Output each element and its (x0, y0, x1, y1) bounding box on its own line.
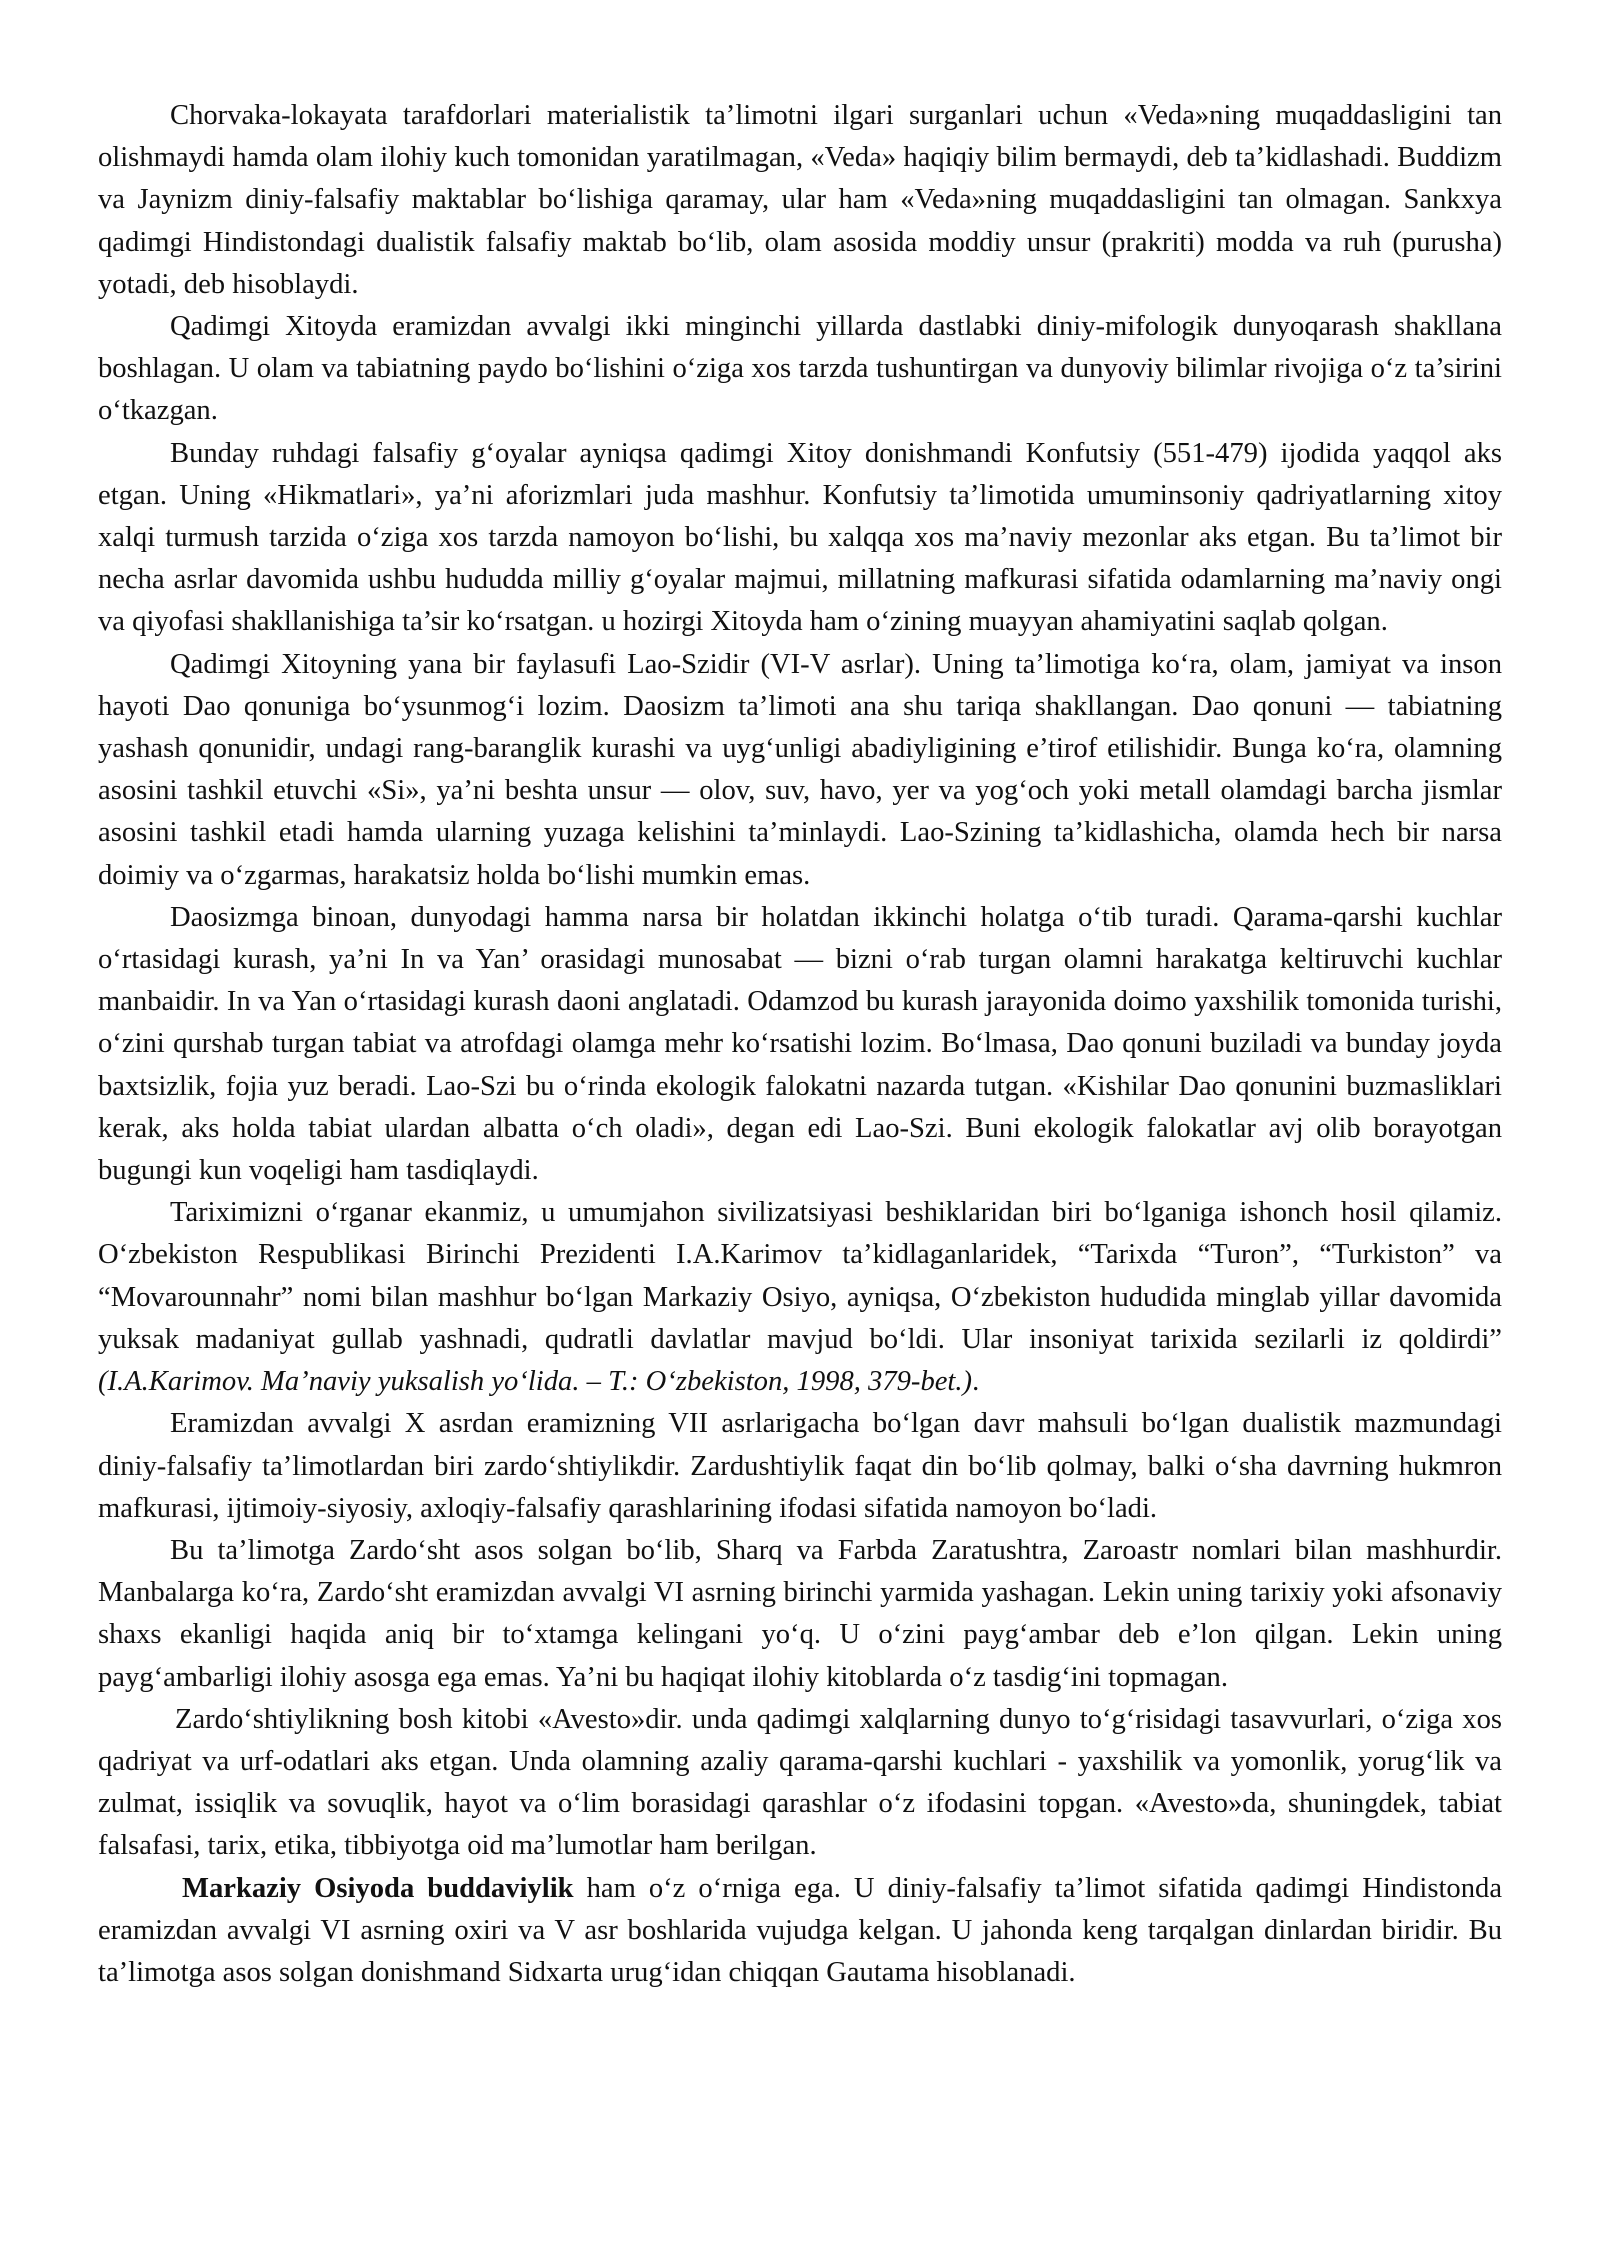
paragraph-zardosht: Bu ta’limotga Zardo‘sht asos solgan bo‘lib, Sharq va Farbda Zaratushtra, Zaroastr nomlari bilan mashhurdir. Manbalarga ko‘ra, Zardo‘sht eramizdan avvalgi VI asrning birinchi yarmida yashagan. Lekin uning tarixiy yoki afsonaviy shaxs ekanligi haqida aniq bir to‘xtamga kelingani yo‘q. U o‘zini payg‘ambar deb e’lon qilgan. Lekin uning payg‘ambarligi ilohiy asosga ega emas. Ya’ni bu haqiqat ilohiy kitoblarda o‘z tasdig‘ini topmagan. (98, 1534, 1502, 1693)
citation: (I.A.Karimov. Ma’naviy yuksalish yo‘lida. – T.: O‘zbekiston, 1998, 379-bet.) (98, 1366, 973, 1398)
paragraph-tariximiz (98, 1192, 1502, 1403)
paragraph-avesto: Zardo‘shtiylikning bosh kitobi «Avesto»dir. unda qadimgi xalqlarning dunyo to‘g‘risidagi tasavvurlari, o‘ziga xos qadriyat va urf-odatlari aks etgan. Unda olamning azaliy qarama-qarshi kuchlari - yaxshilik va yomonlik, yorug‘lik va zulmat, issiqlik va sovuqlik, hayot va o‘lim borasidagi qarashlar o‘z ifodasini topgan. «Avesto»da, shuningdek, tabiat falsafasi, tarix, etika, tibbiyotga oid ma’lumotlar ham berilgan. (98, 1703, 1502, 1862)
paragraph-konfutsiy: Bunday ruhdagi falsafiy g‘oyalar ayniqsa qadimgi Xitoy donishmandi Konfutsiy (551-479) ijodida yaqqol aks etgan. Uning «Hikmatlari», ya’ni aforizmlari juda mashhur. Konfutsiy ta’limotida umuminsoniy qadriyatlarning xitoy xalqi turmush tarzida o‘ziga xos tarzda namoyon bo‘lishi, bu xalqqa xos ma’naviy mezonlar aks etgan. Bu ta’limot bir necha asrlar davomida ushbu hududda milliy g‘oyalar majmui, millatning mafkurasi sifatida odamlarning ma’naviy ongi va qiyofasi shakllanishiga ta’sir ko‘rsatgan. u hozirgi Xitoyda ham o‘zining muayyan ahamiyatini saqlab qolgan. (98, 437, 1502, 638)
heading-buddaviylik: Markaziy Osiyoda buddaviylik (182, 1872, 574, 1904)
paragraph-daosizm: Daosizmga binoan, dunyodagi hamma narsa bir holatdan ikkinchi holatga o‘tib turadi. Qarama-qarshi kuchlar o‘rtasidagi kurash, ya’ni In va Yan’ orasidagi munosabat — bizni o‘rab turgan olamni harakatga keltiruvchi kuchlar manbaidir. In va Yan o‘rtasidagi kurash daoni anglatadi. Odamzod bu kurash jarayonida doimo yaxshilik tomonida turishi, o‘zini qurshab turgan tabiat va atrofdagi olamga mehr ko‘rsatishi lozim. Bo‘lmasa, Dao qonuni buziladi va bunday joyda baxtsizlik, fojia yuz beradi. Lao-Szi bu o‘rinda ekologik falokatni nazarda tutgan. «Kishilar Dao qonunini buzmasliklari kerak, aks holda tabiat ulardan albatta o‘ch oladi», degan edi Lao-Szi. Buni ekologik falokatlar avj olib borayotgan bugungi kun voqeligi ham tasdiqlaydi. (98, 901, 1502, 1187)
paragraph-buddaviylik-text: ham o‘z o‘rniga ega. U diniy-falsafiy ta’limot sifatida qadimgi Hindistonda eramizdan avvalgi VI asrning oxiri va V asr boshlarida vujudga kelgan. U jahonda keng tarqalgan dinlardan biridir. Bu ta’limotga asos solgan donishmand Sidxarta urug‘idan chiqqan Gautama hisoblanadi. (98, 1872, 1503, 1988)
paragraph-buddaviylik (98, 1868, 1502, 1995)
paragraph-tariximiz-tail: . (972, 1366, 980, 1398)
paragraph-qadimgi-xitoy: Qadimgi Xitoyda eramizdan avvalgi ikki minginchi yillarda dastlabki diniy-mifologik dunyoqarash shakllana boshlagan. U olam va tabiatning paydo bo‘lishini o‘ziga xos tarzda tushuntirgan va dunyoviy bilimlar rivojiga o‘z ta’sirini o‘tkazgan. (98, 311, 1502, 427)
paragraph-zardoshtiylik: Eramizdan avvalgi X asrdan eramizning VII asrlarigacha bo‘lgan davr mahsuli bo‘lgan dualistik mazmundagi diniy-falsafiy ta’limotlardan biri zardo‘shtiylikdir. Zardushtiylik faqat din bo‘lib qolmay, balki o‘sha davrning hukmron mafkurasi, ijtimoiy-siyosiy, axloqiy-falsafiy qarashlarining ifodasi sifatida namoyon bo‘ladi. (98, 1408, 1502, 1524)
paragraph-lao-szi: Qadimgi Xitoyning yana bir faylasufi Lao-Szidir (VI-V asrlar). Uning ta’limotiga ko‘ra, olam, jamiyat va inson hayoti Dao qonuniga bo‘ysunmog‘i lozim. Daosizm ta’limoti ana shu tariqa shakllangan. Dao qonuni — tabiatning yashash qonunidir, undagi rang-baranglik kurashi va uyg‘unligi abadiyligining e’tirof etilishidir. Bunga ko‘ra, olamning asosini tashkil etuvchi «Si», ya’ni beshta unsur — olov, suv, havo, yer va yog‘och yoki metall olamdagi barcha jismlar asosini tashkil etadi hamda ularning yuzaga kelishini ta’minlaydi. Lao-Szining ta’kidlashicha, olamda hech bir narsa doimiy va o‘zgarmas, harakatsiz holda bo‘lishi mumkin emas. (98, 648, 1502, 891)
paragraph-chorvaka: Chorvaka-lokayata tarafdorlari materialistik ta’limotni ilgari surganlari uchun «Veda»ning muqaddasligini tan olishmaydi hamda olam ilohiy kuch tomonidan yaratilmagan, «Veda» haqiqiy bilim bermaydi, deb ta’kidlashadi. Buddizm va Jaynizm diniy-falsafiy maktablar bo‘lishiga qaramay, ular ham «Veda»ning muqaddasligini tan olmagan. Sankxya qadimgi Hindistondagi dualistik falsafiy maktab bo‘lib, olam asosida moddiy unsur (prakriti) modda va ruh (purusha) yotadi, deb hisoblaydi. (98, 100, 1502, 300)
paragraph-tariximiz-text: Tariximizni o‘rganar ekanmiz, u umumjahon sivilizatsiyasi beshiklaridan biri bo‘lganiga ishonch hosil qilamiz. O‘zbekiston Respublikasi Birinchi Prezidenti I.A.Karimov ta’kidlaganlaridek, “Tarixda “Turon”, “Turkiston” va “Movarounnahr” nomi bilan mashhur bo‘lgan Markaziy Osiyo, ayniqsa, O‘zbekiston hududida minglab yillar davomida yuksak madaniyat gullab yashnadi, qudratli davlatlar mavjud bo‘ldi. Ular insoniyat tarixida sezilarli iz qoldirdi” (98, 1197, 1502, 1355)
